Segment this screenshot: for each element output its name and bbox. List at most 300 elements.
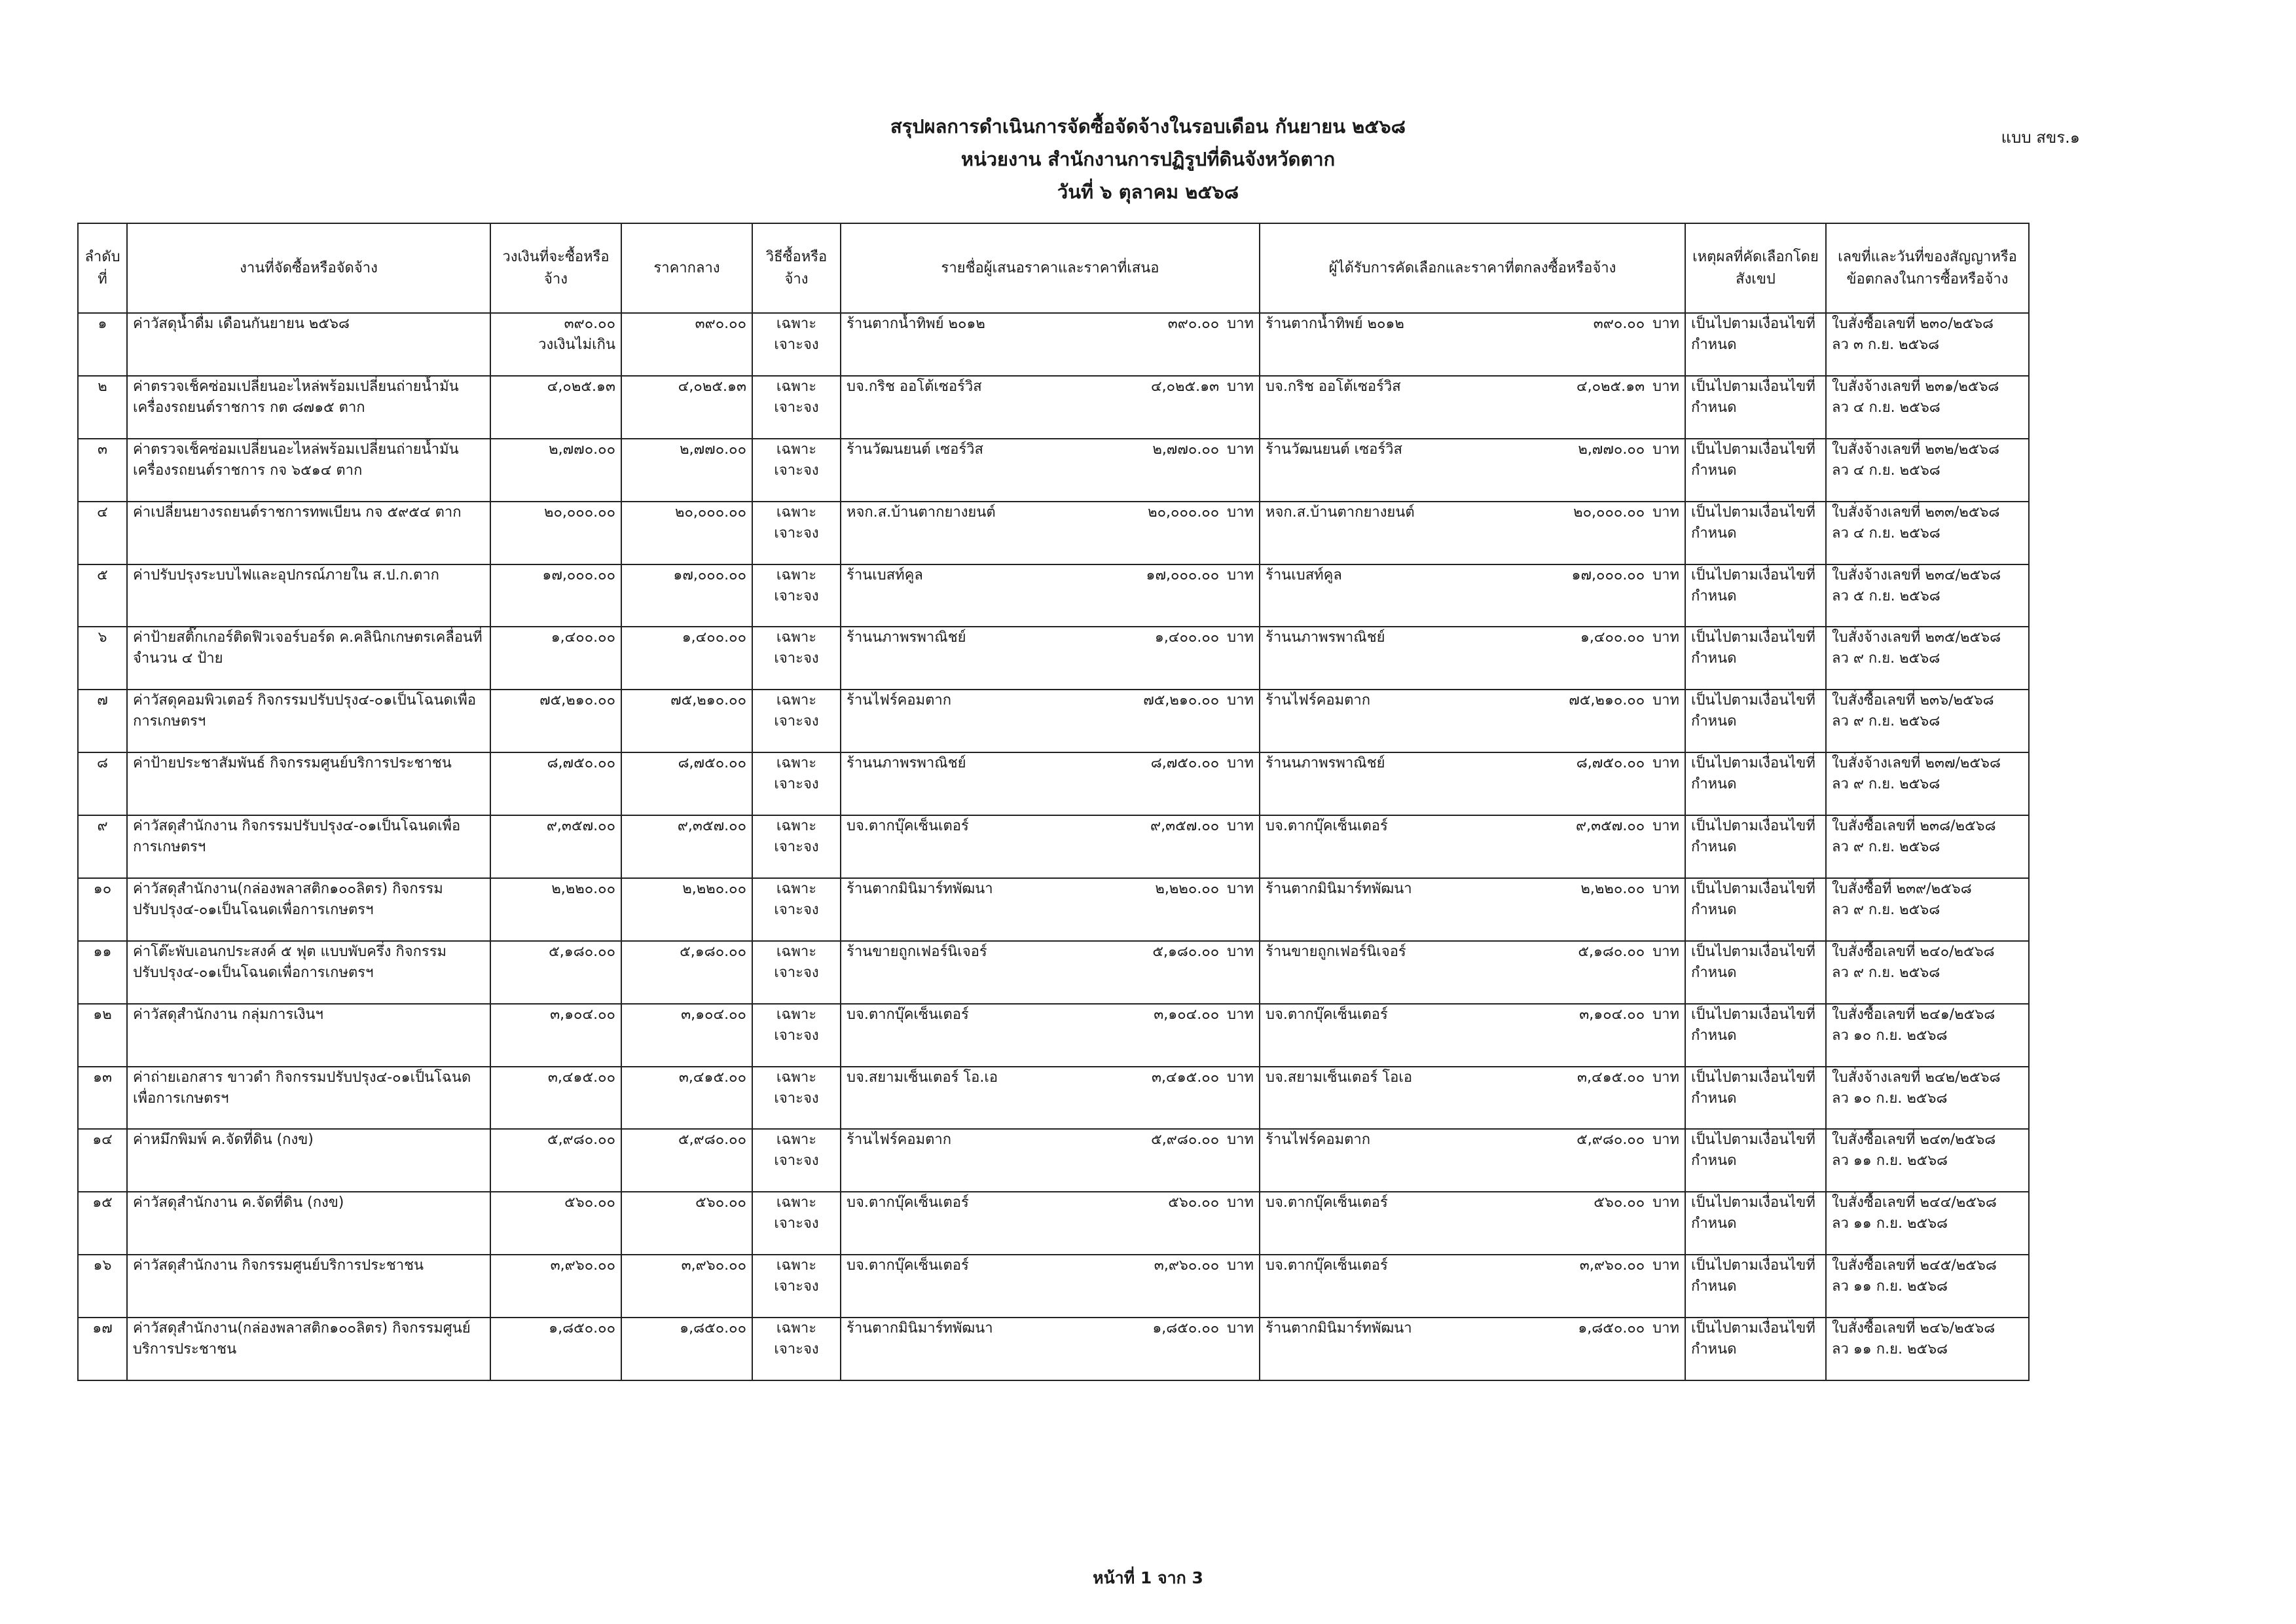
bidder-cell xyxy=(841,502,1260,564)
currency-unit: บาท xyxy=(1652,1006,1679,1023)
table-row xyxy=(78,815,2029,878)
bidder-cell xyxy=(841,627,1260,690)
bidder-line xyxy=(847,942,1254,963)
procurement-method: เฉพาะเจาะจง xyxy=(752,878,841,941)
winner-name: ร้านนภาพรพาณิชย์ xyxy=(1266,755,1385,772)
budget-cell xyxy=(490,439,621,502)
median-price: ๑,๔๐๐.๐๐ xyxy=(621,627,752,690)
win-price: ๙,๓๕๗.๐๐ xyxy=(1575,818,1645,834)
median-price: ๙,๓๕๗.๐๐ xyxy=(621,815,752,878)
bid-price: ๑,๘๕๐.๐๐ xyxy=(1152,1320,1220,1337)
currency-unit: บาท xyxy=(1652,943,1679,960)
bidder-line xyxy=(847,1005,1254,1025)
winner-line xyxy=(1266,1005,1679,1025)
currency-unit: บาท xyxy=(1652,566,1679,583)
winner-name: ร้านไฟร์คอมตาก xyxy=(1266,692,1371,709)
work-description: ค่าป้ายสติ๊กเกอร์ติดฟิวเจอร์บอร์ด ค.คลินิกเกษตรเคลื่อนที่ จำนวน ๔ ป้าย xyxy=(127,627,490,690)
contract-date: ลว ๕ ก.ย. ๒๕๖๘ xyxy=(1832,587,1941,604)
winner-name: บจ.ตากบุ๊คเซ็นเตอร์ xyxy=(1266,1194,1388,1211)
budget-amount: ๑๗,๐๐๐.๐๐ xyxy=(542,566,615,583)
winner-cell xyxy=(1260,752,1685,815)
currency-unit: บาท xyxy=(1652,1320,1679,1337)
bid-price-group xyxy=(1152,942,1254,963)
median-price: ๒๐,๐๐๐.๐๐ xyxy=(621,502,752,564)
currency-unit: บาท xyxy=(1652,1194,1679,1211)
procurement-method: เฉพาะเจาะจง xyxy=(752,1129,841,1192)
budget-cell xyxy=(490,1192,621,1255)
winner-line xyxy=(1266,377,1679,397)
win-price: ๓,๑๐๔.๐๐ xyxy=(1579,1006,1645,1023)
budget-amount: ๕๖๐.๐๐ xyxy=(564,1194,615,1211)
budget-amount: ๓๙๐.๐๐ xyxy=(564,316,615,332)
bidder-line xyxy=(847,753,1254,774)
procurement-method: เฉพาะเจาะจง xyxy=(752,1255,841,1318)
row-number: ๑๓ xyxy=(78,1067,127,1130)
winner-line xyxy=(1266,565,1679,586)
currency-unit: บาท xyxy=(1227,880,1254,897)
bidder-cell xyxy=(841,815,1260,878)
selection-reason: เป็นไปตามเงื่อนไขที่กำหนด xyxy=(1685,941,1826,1004)
bid-price: ๕,๙๘๐.๐๐ xyxy=(1151,1132,1220,1149)
winner-name: ร้านขายถูกเฟอร์นิเจอร์ xyxy=(1266,943,1406,960)
procurement-method: เฉพาะเจาะจง xyxy=(752,690,841,752)
selection-reason: เป็นไปตามเงื่อนไขที่กำหนด xyxy=(1685,1318,1826,1380)
currency-unit: บาท xyxy=(1227,1194,1254,1211)
contract-cell xyxy=(1826,1067,2029,1130)
budget-amount: ๓,๔๑๕.๐๐ xyxy=(547,1069,615,1086)
budget-cell xyxy=(490,313,621,376)
work-description: ค่าวัสดุสำนักงาน ค.จัดที่ดิน (กงข) xyxy=(127,1192,490,1255)
win-price: ๗๕,๒๑๐.๐๐ xyxy=(1569,692,1645,709)
bidder-name: ร้านขายถูกเฟอร์นิเจอร์ xyxy=(847,943,987,960)
win-price-group xyxy=(1579,1005,1679,1025)
bidder-cell xyxy=(841,564,1260,627)
budget-cell xyxy=(490,1129,621,1192)
bidder-line xyxy=(847,314,1254,335)
table-row xyxy=(78,1318,2029,1380)
selection-reason: เป็นไปตามเงื่อนไขที่กำหนด xyxy=(1685,564,1826,627)
table-row xyxy=(78,627,2029,690)
currency-unit: บาท xyxy=(1652,378,1679,395)
procurement-method: เฉพาะเจาะจง xyxy=(752,376,841,439)
winner-name: ร้านตากน้ำทิพย์ ๒๐๑๒ xyxy=(1266,316,1404,332)
bidder-line xyxy=(847,502,1254,523)
winner-line xyxy=(1266,816,1679,837)
currency-unit: บาท xyxy=(1652,1132,1679,1149)
contract-cell xyxy=(1826,502,2029,564)
work-description: ค่าตรวจเช็คซ่อมเปลี่ยนอะไหล่พร้อมเปลี่ยนถ่ายน้ำมันเครื่องรถยนต์ราชการ กต ๘๗๑๕ ตาก xyxy=(127,376,490,439)
table-row xyxy=(78,1129,2029,1192)
winner-cell xyxy=(1260,502,1685,564)
budget-cell xyxy=(490,502,621,564)
currency-unit: บาท xyxy=(1227,943,1254,960)
bid-price-group xyxy=(1154,1005,1254,1025)
median-price: ๓,๑๐๔.๐๐ xyxy=(621,1004,752,1067)
row-number: ๖ xyxy=(78,627,127,690)
bid-price-group xyxy=(1146,565,1254,586)
bidder-name: ร้านนภาพรพาณิชย์ xyxy=(847,755,966,772)
contract-number: ใบสั่งซื้อเลขที่ ๒๓๐/๒๕๖๘ xyxy=(1832,316,1994,332)
work-description: ค่าวัสดุสำนักงาน(กล่องพลาสติก๑๐๐ลิตร) กิจกรรมปรับปรุง๔-๐๑เป็นโฉนดเพื่อการเกษตรฯ xyxy=(127,878,490,941)
bidder-name: บจ.กริช ออโต้เซอร์วิส xyxy=(847,378,982,395)
median-price: ๓,๙๖๐.๐๐ xyxy=(621,1255,752,1318)
bid-price: ๑๗,๐๐๐.๐๐ xyxy=(1146,566,1220,583)
work-description: ค่าวัสดุสำนักงาน กลุ่มการเงินฯ xyxy=(127,1004,490,1067)
win-price: ๕๖๐.๐๐ xyxy=(1594,1194,1645,1211)
procurement-table-container xyxy=(77,223,2028,1381)
bid-price-group xyxy=(1151,377,1254,397)
header-reason: เหตุผลที่คัดเลือกโดยสังเขป xyxy=(1685,223,1826,313)
winner-line xyxy=(1266,753,1679,774)
bid-price-group xyxy=(1152,439,1254,460)
bidder-cell xyxy=(841,376,1260,439)
win-price: ๓๙๐.๐๐ xyxy=(1593,316,1645,332)
winner-cell xyxy=(1260,439,1685,502)
selection-reason: เป็นไปตามเงื่อนไขที่กำหนด xyxy=(1685,1129,1826,1192)
currency-unit: บาท xyxy=(1227,1006,1254,1023)
contract-cell xyxy=(1826,752,2029,815)
table-row xyxy=(78,1004,2029,1067)
bid-price-group xyxy=(1152,1067,1254,1088)
winner-cell xyxy=(1260,1067,1685,1130)
selection-reason: เป็นไปตามเงื่อนไขที่กำหนด xyxy=(1685,627,1826,690)
currency-unit: บาท xyxy=(1227,441,1254,458)
winner-cell xyxy=(1260,1255,1685,1318)
bidder-name: หจก.ส.บ้านตากยางยนต์ xyxy=(847,504,996,521)
winner-name: บจ.ตากบุ๊คเซ็นเตอร์ xyxy=(1266,818,1388,834)
win-price-group xyxy=(1578,942,1679,963)
contract-cell xyxy=(1826,1129,2029,1192)
contract-number: ใบสั่งจ้างเลขที่ ๒๓๒/๒๕๖๘ xyxy=(1832,441,1999,458)
winner-name: ร้านไฟร์คอมตาก xyxy=(1266,1132,1371,1149)
contract-cell xyxy=(1826,439,2029,502)
bidder-line xyxy=(847,1318,1254,1339)
contract-date: ลว ๙ ก.ย. ๒๕๖๘ xyxy=(1832,650,1941,667)
budget-cell xyxy=(490,941,621,1004)
median-price: ๑๗,๐๐๐.๐๐ xyxy=(621,564,752,627)
bidder-cell xyxy=(841,752,1260,815)
procurement-method: เฉพาะเจาะจง xyxy=(752,627,841,690)
budget-cell xyxy=(490,1067,621,1130)
bidder-name: ร้านตากน้ำทิพย์ ๒๐๑๒ xyxy=(847,316,985,332)
winner-cell xyxy=(1260,1192,1685,1255)
selection-reason: เป็นไปตามเงื่อนไขที่กำหนด xyxy=(1685,439,1826,502)
win-price-group xyxy=(1569,690,1679,711)
contract-number: ใบสั่งซื้อเลขที่ ๒๓๖/๒๕๖๘ xyxy=(1832,692,1994,709)
winner-line xyxy=(1266,1318,1679,1339)
selection-reason: เป็นไปตามเงื่อนไขที่กำหนด xyxy=(1685,690,1826,752)
currency-unit: บาท xyxy=(1227,1257,1254,1274)
contract-cell xyxy=(1826,627,2029,690)
table-row xyxy=(78,1255,2029,1318)
bidder-cell xyxy=(841,1067,1260,1130)
winner-name: บจ.ตากบุ๊คเซ็นเตอร์ xyxy=(1266,1257,1388,1274)
currency-unit: บาท xyxy=(1652,316,1679,332)
bid-price: ๘,๗๕๐.๐๐ xyxy=(1150,755,1220,772)
bid-price: ๓,๑๐๔.๐๐ xyxy=(1154,1006,1220,1023)
selection-reason: เป็นไปตามเงื่อนไขที่กำหนด xyxy=(1685,1004,1826,1067)
win-price: ๑,๔๐๐.๐๐ xyxy=(1580,629,1645,646)
selection-reason: เป็นไปตามเงื่อนไขที่กำหนด xyxy=(1685,1255,1826,1318)
work-description: ค่าเปลี่ยนยางรถยนต์ราชการทพเบียน กจ ๕๙๕๔ ตาก xyxy=(127,502,490,564)
bid-price-group xyxy=(1168,314,1254,335)
budget-cell xyxy=(490,627,621,690)
row-number: ๕ xyxy=(78,564,127,627)
work-description: ค่าวัสดุสำนักงาน กิจกรรมปรับปรุง๔-๐๑เป็นโฉนดเพื่อการเกษตรฯ xyxy=(127,815,490,878)
currency-unit: บาท xyxy=(1652,504,1679,521)
bidder-name: บจ.ตากบุ๊คเซ็นเตอร์ xyxy=(847,1257,969,1274)
win-price: ๒,๒๒๐.๐๐ xyxy=(1580,880,1645,897)
currency-unit: บาท xyxy=(1652,441,1679,458)
winner-line xyxy=(1266,879,1679,900)
bidder-line xyxy=(847,690,1254,711)
document-date: วันที่ ๖ ตุลาคม ๒๕๖๘ xyxy=(1057,181,1239,203)
contract-number: ใบสั่งซื้อเลขที่ ๒๔๖/๒๕๖๘ xyxy=(1832,1320,1995,1337)
bidder-name: ร้านเบสท์คูล xyxy=(847,566,923,583)
work-description: ค่าวัสดุน้ำดื่ม เดือนกันยายน ๒๕๖๘ xyxy=(127,313,490,376)
contract-number: ใบสั่งซื้อเลขที่ ๒๔๓/๒๕๖๘ xyxy=(1832,1132,1996,1149)
bid-price: ๙,๓๕๗.๐๐ xyxy=(1150,818,1220,834)
procurement-method: เฉพาะเจาะจง xyxy=(752,313,841,376)
header-budget: วงเงินที่จะซื้อหรือจ้าง xyxy=(490,223,621,313)
bid-price: ๒๐,๐๐๐.๐๐ xyxy=(1148,504,1220,521)
page-number: หน้าที่ 1 จาก 3 xyxy=(1093,1568,1203,1587)
contract-cell xyxy=(1826,690,2029,752)
selection-reason: เป็นไปตามเงื่อนไขที่กำหนด xyxy=(1685,502,1826,564)
bidder-line xyxy=(847,439,1254,460)
winner-cell xyxy=(1260,313,1685,376)
currency-unit: บาท xyxy=(1652,755,1679,772)
table-row xyxy=(78,1192,2029,1255)
row-number: ๔ xyxy=(78,502,127,564)
budget-cell xyxy=(490,1318,621,1380)
currency-unit: บาท xyxy=(1652,880,1679,897)
bid-price-group xyxy=(1168,1192,1254,1213)
bidder-name: บจ.ตากบุ๊คเซ็นเตอร์ xyxy=(847,818,969,834)
bid-price-group xyxy=(1151,753,1254,774)
contract-date: ลว ๑๑ ก.ย. ๒๕๖๘ xyxy=(1832,1278,1948,1295)
win-price-group xyxy=(1580,1255,1679,1276)
contract-number: ใบสั่งซื้อเลขที่ ๒๔๕/๒๕๖๘ xyxy=(1832,1257,1997,1274)
winner-line xyxy=(1266,627,1679,648)
bidder-line xyxy=(847,1067,1254,1088)
currency-unit: บาท xyxy=(1227,692,1254,709)
winner-cell xyxy=(1260,941,1685,1004)
winner-line xyxy=(1266,439,1679,460)
median-price: ๒,๗๗๐.๐๐ xyxy=(621,439,752,502)
bidder-name: ร้านไฟร์คอมตาก xyxy=(847,692,952,709)
work-description: ค่าปรับปรุงระบบไฟและอุปกรณ์ภายใน ส.ป.ก.ตาก xyxy=(127,564,490,627)
procurement-method: เฉพาะเจาะจง xyxy=(752,564,841,627)
bid-price-group xyxy=(1150,816,1254,837)
bid-price-group xyxy=(1143,690,1254,711)
bidder-name: บจ.ตากบุ๊คเซ็นเตอร์ xyxy=(847,1006,969,1023)
bid-price: ๓๙๐.๐๐ xyxy=(1167,316,1220,332)
bidder-name: ร้านไฟร์คอมตาก xyxy=(847,1132,952,1149)
table-header-row xyxy=(78,223,2029,313)
budget-amount: ๙,๓๕๗.๐๐ xyxy=(546,818,615,834)
row-number: ๙ xyxy=(78,815,127,878)
contract-cell xyxy=(1826,313,2029,376)
table-row xyxy=(78,502,2029,564)
winner-name: บจ.ตากบุ๊คเซ็นเตอร์ xyxy=(1266,1006,1388,1023)
contract-date: ลว ๑๑ ก.ย. ๒๕๖๘ xyxy=(1832,1215,1948,1232)
winner-name: ร้านตากมินิมาร์ทพัฒนา xyxy=(1266,1320,1412,1337)
median-price: ๓,๔๑๕.๐๐ xyxy=(621,1067,752,1130)
contract-number: ใบสั่งซื้อเลขที่ ๒๓๘/๒๕๖๘ xyxy=(1832,818,1996,834)
budget-cell xyxy=(490,376,621,439)
bidder-name: ร้านตากมินิมาร์ทพัฒนา xyxy=(847,1320,993,1337)
budget-amount: ๕,๑๘๐.๐๐ xyxy=(549,943,615,960)
winner-name: ร้านนภาพรพาณิชย์ xyxy=(1266,629,1385,646)
bid-price-group xyxy=(1151,1130,1254,1151)
win-price: ๘,๗๕๐.๐๐ xyxy=(1576,755,1645,772)
table-row xyxy=(78,313,2029,376)
contract-date: ลว ๑๐ ก.ย. ๒๕๖๘ xyxy=(1832,1027,1948,1044)
bid-price-group xyxy=(1148,502,1254,523)
bidder-line xyxy=(847,1130,1254,1151)
bidder-name: บจ.สยามเซ็นเตอร์ โอ.เอ xyxy=(847,1069,998,1086)
bidder-cell xyxy=(841,1318,1260,1380)
win-price-group xyxy=(1577,1067,1679,1088)
contract-number: ใบสั่งซื้อที่ ๒๓๙/๒๕๖๘ xyxy=(1832,880,1972,897)
budget-amount: ๔,๐๒๕.๑๓ xyxy=(547,378,615,395)
table-row xyxy=(78,690,2029,752)
winner-line xyxy=(1266,314,1679,335)
header-bidders: รายชื่อผู้เสนอราคาและราคาที่เสนอ xyxy=(841,223,1260,313)
win-price: ๓,๔๑๕.๐๐ xyxy=(1577,1069,1645,1086)
winner-cell xyxy=(1260,878,1685,941)
contract-date: ลว ๙ ก.ย. ๒๕๖๘ xyxy=(1832,964,1941,981)
currency-unit: บาท xyxy=(1227,1069,1254,1086)
win-price-group xyxy=(1572,565,1679,586)
contract-number: ใบสั่งจ้างเลขที่ ๒๓๕/๒๕๖๘ xyxy=(1832,629,2001,646)
win-price-group xyxy=(1594,1192,1679,1213)
budget-cell xyxy=(490,1255,621,1318)
row-number: ๑๔ xyxy=(78,1129,127,1192)
contract-cell xyxy=(1826,1255,2029,1318)
contract-cell xyxy=(1826,564,2029,627)
contract-number: ใบสั่งจ้างเลขที่ ๒๓๔/๒๕๖๘ xyxy=(1832,566,2001,583)
currency-unit: บาท xyxy=(1652,1257,1679,1274)
budget-cell xyxy=(490,815,621,878)
selection-reason: เป็นไปตามเงื่อนไขที่กำหนด xyxy=(1685,815,1826,878)
procurement-method: เฉพาะเจาะจง xyxy=(752,752,841,815)
bid-price-group xyxy=(1154,1255,1254,1276)
win-price-group xyxy=(1576,1130,1679,1151)
contract-number: ใบสั่งจ้างเลขที่ ๒๔๒/๒๕๖๘ xyxy=(1832,1069,2001,1086)
budget-amount: ๓,๙๖๐.๐๐ xyxy=(550,1257,615,1274)
winner-name: บจ.สยามเซ็นเตอร์ โอเอ xyxy=(1266,1069,1413,1086)
budget-amount: ๑,๘๕๐.๐๐ xyxy=(549,1320,615,1337)
bidder-line xyxy=(847,879,1254,900)
contract-date: ลว ๔ ก.ย. ๒๕๖๘ xyxy=(1832,462,1941,479)
budget-amount: ๓,๑๐๔.๐๐ xyxy=(550,1006,615,1023)
row-number: ๑๒ xyxy=(78,1004,127,1067)
bid-price-group xyxy=(1155,879,1254,900)
budget-amount: ๕,๙๘๐.๐๐ xyxy=(547,1132,615,1149)
row-number: ๑๖ xyxy=(78,1255,127,1318)
procurement-method: เฉพาะเจาะจง xyxy=(752,941,841,1004)
budget-amount: ๘,๗๕๐.๐๐ xyxy=(547,755,615,772)
median-price: ๓๙๐.๐๐ xyxy=(621,313,752,376)
win-price: ๔,๐๒๕.๑๓ xyxy=(1576,378,1645,395)
budget-cell xyxy=(490,752,621,815)
bidder-cell xyxy=(841,878,1260,941)
selection-reason: เป็นไปตามเงื่อนไขที่กำหนด xyxy=(1685,1192,1826,1255)
agency-name: หน่วยงาน สำนักงานการปฏิรูปที่ดินจังหวัดตาก xyxy=(960,148,1336,170)
currency-unit: บาท xyxy=(1227,504,1254,521)
procurement-method: เฉพาะเจาะจง xyxy=(752,815,841,878)
bidder-cell xyxy=(841,690,1260,752)
bidder-cell xyxy=(841,1192,1260,1255)
bidder-line xyxy=(847,816,1254,837)
currency-unit: บาท xyxy=(1227,316,1254,332)
win-price-group xyxy=(1576,377,1679,397)
win-price-group xyxy=(1576,753,1679,774)
bidder-cell xyxy=(841,313,1260,376)
winner-cell xyxy=(1260,627,1685,690)
budget-amount: ๒,๗๗๐.๐๐ xyxy=(549,441,615,458)
contract-date: ลว ๑๑ ก.ย. ๒๕๖๘ xyxy=(1832,1341,1948,1357)
work-description: ค่าถ่ายเอกสาร ขาวดำ กิจกรรมปรับปรุง๔-๐๑เป็นโฉนดเพื่อการเกษตรฯ xyxy=(127,1067,490,1130)
table-row xyxy=(78,1067,2029,1130)
bidder-cell xyxy=(841,1129,1260,1192)
header-no: ลำดับที่ xyxy=(78,223,127,313)
bidder-name: ร้านตากมินิมาร์ทพัฒนา xyxy=(847,880,993,897)
contract-date: ลว ๑๐ ก.ย. ๒๕๖๘ xyxy=(1832,1090,1948,1107)
winner-name: บจ.กริช ออโต้เซอร์วิส xyxy=(1266,378,1401,395)
contract-cell xyxy=(1826,1192,2029,1255)
win-price: ๕,๙๘๐.๐๐ xyxy=(1576,1132,1645,1149)
bid-price: ๕,๑๘๐.๐๐ xyxy=(1152,943,1220,960)
contract-date: ลว ๙ ก.ย. ๒๕๖๘ xyxy=(1832,901,1941,918)
contract-number: ใบสั่งซื้อเลขที่ ๒๔๑/๒๕๖๘ xyxy=(1832,1006,1995,1023)
contract-date: ลว ๙ ก.ย. ๒๕๖๘ xyxy=(1832,713,1941,730)
median-price: ๘,๗๕๐.๐๐ xyxy=(621,752,752,815)
win-price: ๕,๑๘๐.๐๐ xyxy=(1578,943,1645,960)
row-number: ๓ xyxy=(78,439,127,502)
winner-name: ร้านตากมินิมาร์ทพัฒนา xyxy=(1266,880,1412,897)
currency-unit: บาท xyxy=(1227,378,1254,395)
table-row xyxy=(78,878,2029,941)
work-description: ค่าวัสดุคอมพิวเตอร์ กิจกรรมปรับปรุง๔-๐๑เป็นโฉนดเพื่อการเกษตรฯ xyxy=(127,690,490,752)
winner-name: ร้านวัฒนยนต์ เซอร์วิส xyxy=(1266,441,1402,458)
bid-price-group xyxy=(1152,1318,1254,1339)
bid-price-group xyxy=(1155,627,1254,648)
currency-unit: บาท xyxy=(1227,755,1254,772)
median-price: ๕,๑๘๐.๐๐ xyxy=(621,941,752,1004)
table-row xyxy=(78,564,2029,627)
procurement-method: เฉพาะเจาะจง xyxy=(752,439,841,502)
bid-price: ๑,๔๐๐.๐๐ xyxy=(1154,629,1220,646)
contract-date: ลว ๔ ก.ย. ๒๕๖๘ xyxy=(1832,399,1941,416)
winner-cell xyxy=(1260,564,1685,627)
contract-number: ใบสั่งจ้างเลขที่ ๒๓๗/๒๕๖๘ xyxy=(1832,755,2001,772)
winner-cell xyxy=(1260,1004,1685,1067)
table-body xyxy=(78,313,2029,1380)
winner-cell xyxy=(1260,815,1685,878)
currency-unit: บาท xyxy=(1227,1132,1254,1149)
work-description: ค่าหมึกพิมพ์ ค.จัดที่ดิน (กงข) xyxy=(127,1129,490,1192)
selection-reason: เป็นไปตามเงื่อนไขที่กำหนด xyxy=(1685,376,1826,439)
contract-cell xyxy=(1826,1318,2029,1380)
win-price: ๑,๘๕๐.๐๐ xyxy=(1578,1320,1645,1337)
selection-reason: เป็นไปตามเงื่อนไขที่กำหนด xyxy=(1685,878,1826,941)
winner-name: ร้านเบสท์คูล xyxy=(1266,566,1342,583)
procurement-method: เฉพาะเจาะจง xyxy=(752,502,841,564)
currency-unit: บาท xyxy=(1652,629,1679,646)
